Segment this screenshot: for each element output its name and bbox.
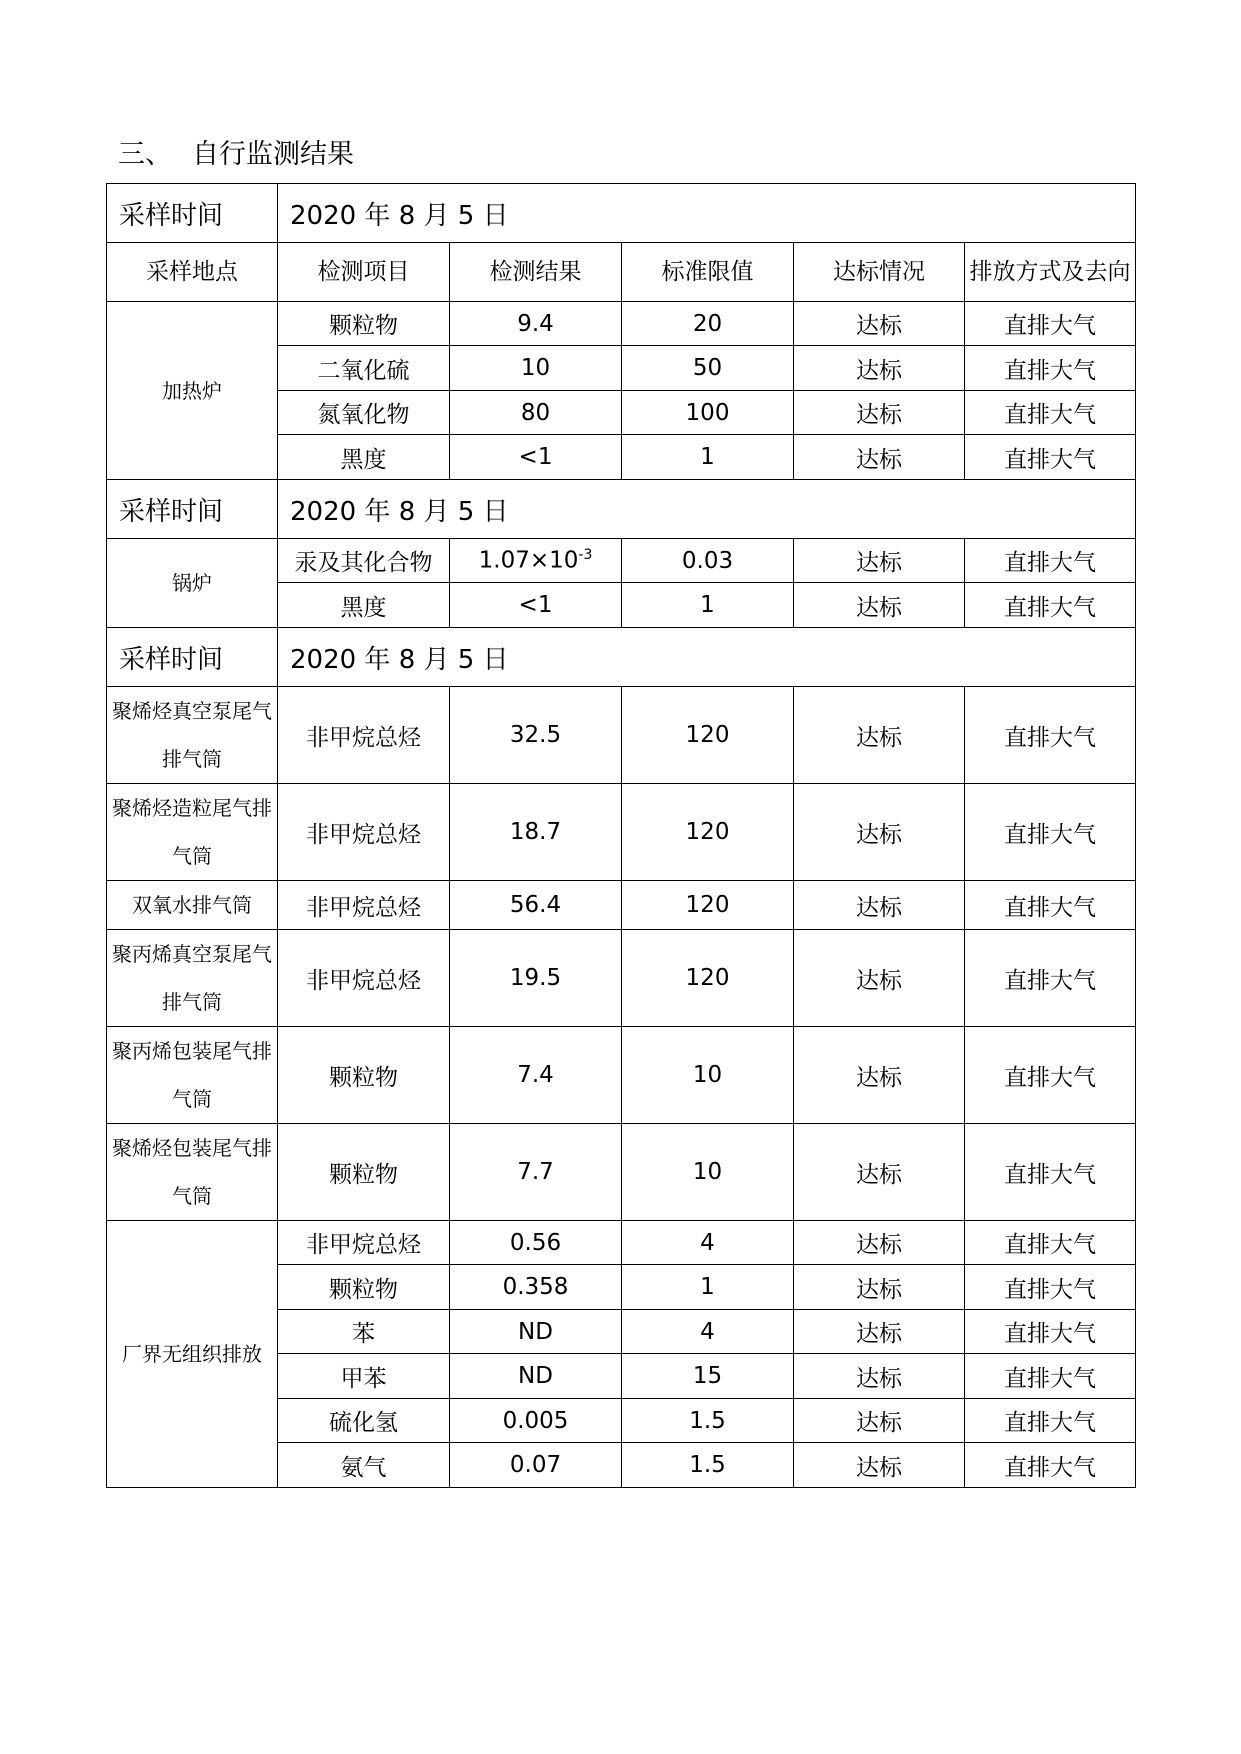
limit-cell: 0.03 — [622, 539, 794, 583]
sample-time-row — [107, 628, 1136, 687]
status-cell: 达标 — [794, 1265, 965, 1310]
discharge-cell: 直排大气 — [965, 1443, 1136, 1488]
header-result: 检测结果 — [450, 243, 622, 302]
table-row — [107, 1027, 1136, 1124]
result-cell: 56.4 — [450, 881, 622, 930]
limit-cell: 120 — [622, 930, 794, 1027]
section-heading — [118, 132, 354, 171]
status-cell: 达标 — [794, 1027, 965, 1124]
location-cell: 聚丙烯真空泵尾气排气筒 — [107, 930, 278, 1027]
table-row — [107, 784, 1136, 881]
header-limit: 标准限值 — [622, 243, 794, 302]
discharge-cell: 直排大气 — [965, 346, 1136, 391]
status-cell: 达标 — [794, 687, 965, 784]
item-cell: 颗粒物 — [278, 1027, 450, 1124]
limit-cell: 10 — [622, 1027, 794, 1124]
sample-time-label: 采样时间 — [107, 628, 278, 687]
item-cell: 非甲烷总烃 — [278, 687, 450, 784]
discharge-cell: 直排大气 — [965, 687, 1136, 784]
result-cell: <1 — [450, 435, 622, 480]
discharge-cell: 直排大气 — [965, 784, 1136, 881]
result-cell: <1 — [450, 583, 622, 628]
item-cell: 非甲烷总烃 — [278, 1221, 450, 1265]
status-cell: 达标 — [794, 302, 965, 346]
discharge-cell: 直排大气 — [965, 1310, 1136, 1354]
item-cell: 氮氧化物 — [278, 391, 450, 435]
discharge-cell: 直排大气 — [965, 930, 1136, 1027]
location-cell: 加热炉 — [107, 302, 278, 480]
header-location: 采样地点 — [107, 243, 278, 302]
status-cell: 达标 — [794, 1124, 965, 1221]
item-cell: 非甲烷总烃 — [278, 881, 450, 930]
discharge-cell: 直排大气 — [965, 1027, 1136, 1124]
status-cell: 达标 — [794, 930, 965, 1027]
section-title: 自行监测结果 — [192, 139, 354, 170]
sample-time-row — [107, 184, 1136, 243]
item-cell: 颗粒物 — [278, 302, 450, 346]
item-cell: 汞及其化合物 — [278, 539, 450, 583]
item-cell: 黑度 — [278, 435, 450, 480]
sample-time-value: 2020 年 8 月 5 日 — [278, 628, 1136, 687]
limit-cell: 10 — [622, 1124, 794, 1221]
result-cell: 10 — [450, 346, 622, 391]
limit-cell: 4 — [622, 1310, 794, 1354]
discharge-cell: 直排大气 — [965, 539, 1136, 583]
result-cell: 0.56 — [450, 1221, 622, 1265]
location-cell: 双氧水排气筒 — [107, 881, 278, 930]
limit-cell: 1 — [622, 435, 794, 480]
location-cell: 锅炉 — [107, 539, 278, 628]
header-item: 检测项目 — [278, 243, 450, 302]
status-cell: 达标 — [794, 346, 965, 391]
header-row — [107, 243, 1136, 302]
sample-time-row — [107, 480, 1136, 539]
location-cell: 聚烯烃包装尾气排气筒 — [107, 1124, 278, 1221]
limit-cell: 1 — [622, 583, 794, 628]
limit-cell: 120 — [622, 881, 794, 930]
discharge-cell: 直排大气 — [965, 1221, 1136, 1265]
location-cell: 聚烯烃造粒尾气排气筒 — [107, 784, 278, 881]
table-row — [107, 930, 1136, 1027]
location-cell: 聚丙烯包装尾气排气筒 — [107, 1027, 278, 1124]
result-cell: 7.4 — [450, 1027, 622, 1124]
sample-time-label: 采样时间 — [107, 480, 278, 539]
discharge-cell: 直排大气 — [965, 302, 1136, 346]
item-cell: 氨气 — [278, 1443, 450, 1488]
status-cell: 达标 — [794, 784, 965, 881]
status-cell: 达标 — [794, 1354, 965, 1399]
result-cell: 32.5 — [450, 687, 622, 784]
limit-cell: 1 — [622, 1265, 794, 1310]
limit-cell: 4 — [622, 1221, 794, 1265]
table-row — [107, 302, 1136, 346]
status-cell: 达标 — [794, 1399, 965, 1443]
result-cell: $1.07\times 10^{-3}$ — [450, 539, 622, 583]
item-cell: 非甲烷总烃 — [278, 930, 450, 1027]
item-cell: 二氧化硫 — [278, 346, 450, 391]
result-cell: 80 — [450, 391, 622, 435]
location-cell: 厂界无组织排放 — [107, 1221, 278, 1488]
limit-cell: 50 — [622, 346, 794, 391]
item-cell: 颗粒物 — [278, 1265, 450, 1310]
monitoring-results-table — [106, 183, 1136, 1488]
discharge-cell: 直排大气 — [965, 1354, 1136, 1399]
limit-cell: 1.5 — [622, 1399, 794, 1443]
status-cell: 达标 — [794, 1310, 965, 1354]
limit-cell: 1.5 — [622, 1443, 794, 1488]
result-cell: ND — [450, 1310, 622, 1354]
discharge-cell: 直排大气 — [965, 391, 1136, 435]
sample-time-value: 2020 年 8 月 5 日 — [278, 480, 1136, 539]
table-row — [107, 687, 1136, 784]
item-cell: 硫化氢 — [278, 1399, 450, 1443]
discharge-cell: 直排大气 — [965, 583, 1136, 628]
status-cell: 达标 — [794, 435, 965, 480]
status-cell: 达标 — [794, 881, 965, 930]
result-cell: 0.358 — [450, 1265, 622, 1310]
limit-cell: 100 — [622, 391, 794, 435]
section-number: 三、 — [118, 139, 172, 170]
item-cell: 甲苯 — [278, 1354, 450, 1399]
table-body — [107, 184, 1136, 1488]
limit-cell: 120 — [622, 784, 794, 881]
item-cell: 苯 — [278, 1310, 450, 1354]
result-exponent: -3 — [578, 547, 593, 564]
sample-time-label: 采样时间 — [107, 184, 278, 243]
result-cell: 19.5 — [450, 930, 622, 1027]
location-cell: 聚烯烃真空泵尾气排气筒 — [107, 687, 278, 784]
discharge-cell: 直排大气 — [965, 1399, 1136, 1443]
result-cell: 9.4 — [450, 302, 622, 346]
discharge-cell: 直排大气 — [965, 1124, 1136, 1221]
result-cell: 0.07 — [450, 1443, 622, 1488]
discharge-cell: 直排大气 — [965, 881, 1136, 930]
table-row — [107, 1221, 1136, 1265]
status-cell: 达标 — [794, 539, 965, 583]
result-cell: ND — [450, 1354, 622, 1399]
item-cell: 非甲烷总烃 — [278, 784, 450, 881]
result-cell: 0.005 — [450, 1399, 622, 1443]
status-cell: 达标 — [794, 391, 965, 435]
limit-cell: 120 — [622, 687, 794, 784]
table-row — [107, 1124, 1136, 1221]
status-cell: 达标 — [794, 583, 965, 628]
status-cell: 达标 — [794, 1221, 965, 1265]
status-cell: 达标 — [794, 1443, 965, 1488]
table-row — [107, 881, 1136, 930]
discharge-cell: 直排大气 — [965, 435, 1136, 480]
sample-time-value: 2020 年 8 月 5 日 — [278, 184, 1136, 243]
header-discharge: 排放方式及去向 — [965, 243, 1136, 302]
item-cell: 黑度 — [278, 583, 450, 628]
table-row — [107, 539, 1136, 583]
header-status: 达标情况 — [794, 243, 965, 302]
item-cell: 颗粒物 — [278, 1124, 450, 1221]
limit-cell: 20 — [622, 302, 794, 346]
result-cell: 7.7 — [450, 1124, 622, 1221]
result-cell: 18.7 — [450, 784, 622, 881]
limit-cell: 15 — [622, 1354, 794, 1399]
discharge-cell: 直排大气 — [965, 1265, 1136, 1310]
